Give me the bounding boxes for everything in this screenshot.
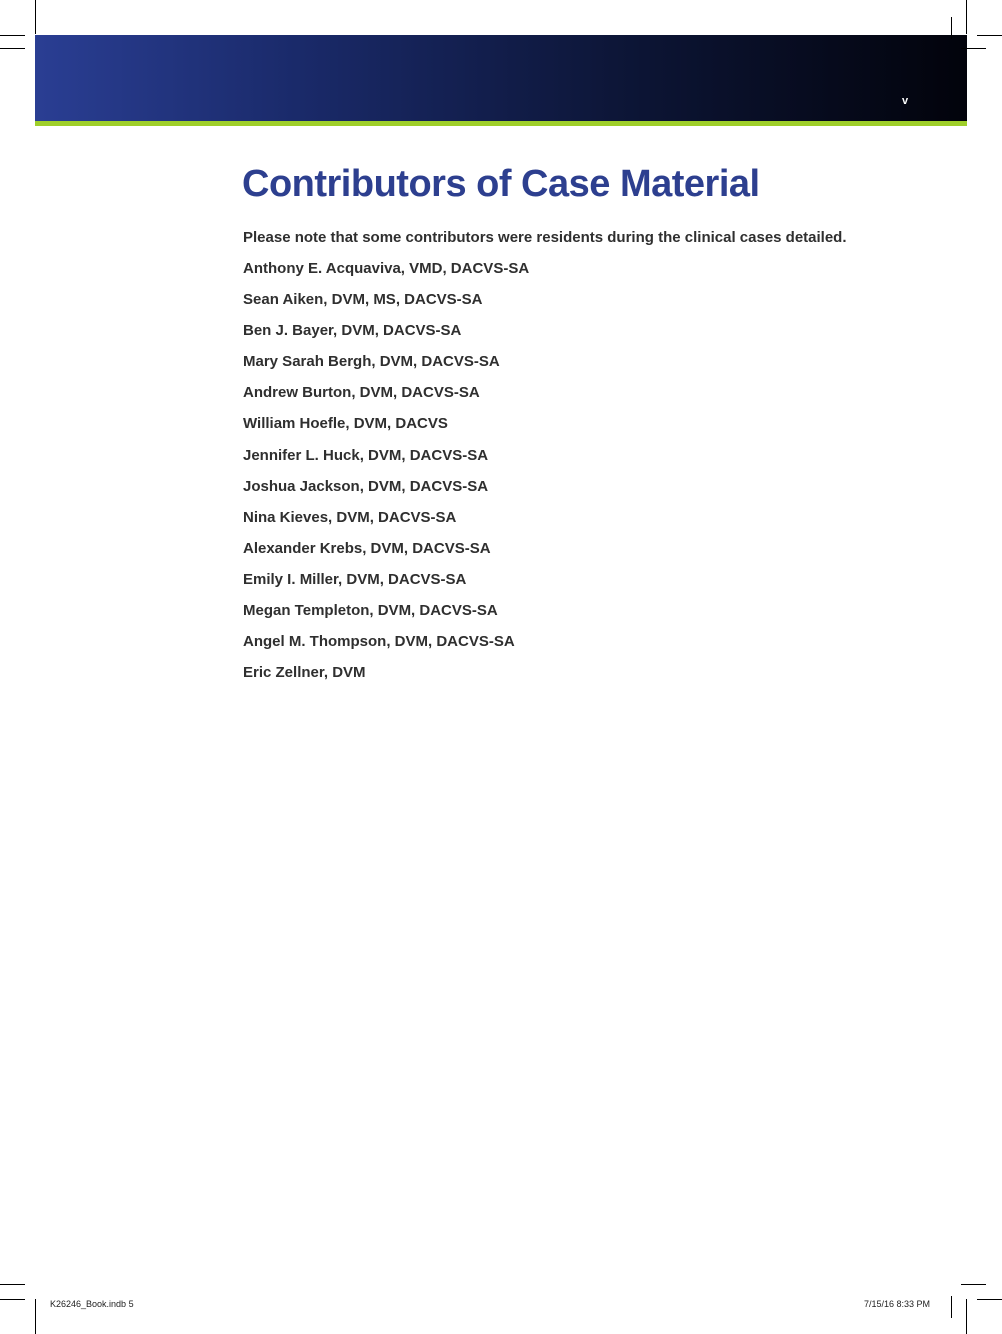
- crop-mark-top-right-vertical-inner: [951, 17, 952, 39]
- contributor-item: Alexander Krebs, DVM, DACVS-SA: [243, 539, 491, 557]
- contributor-item: Jennifer L. Huck, DVM, DACVS-SA: [243, 446, 489, 464]
- contributor-item: Megan Templeton, DVM, DACVS-SA: [243, 602, 498, 620]
- crop-mark-bottom-left-horizontal: [0, 1284, 25, 1285]
- crop-mark-top-left-horizontal: [0, 35, 25, 36]
- contributor-item: Ben J. Bayer, DVM, DACVS-SA: [243, 322, 462, 340]
- crop-mark-top-left-vertical: [35, 0, 36, 34]
- crop-mark-top-left-horizontal-inner: [0, 48, 25, 49]
- crop-mark-bottom-left-horizontal-outer: [0, 1299, 25, 1300]
- contributor-item: William Hoefle, DVM, DACVS: [243, 415, 448, 433]
- contributor-item: Mary Sarah Bergh, DVM, DACVS-SA: [243, 353, 500, 371]
- crop-mark-top-right-horizontal-inner: [961, 48, 986, 49]
- crop-mark-top-right-horizontal: [977, 35, 1002, 36]
- crop-mark-bottom-right-horizontal: [961, 1284, 986, 1285]
- contributor-item: Angel M. Thompson, DVM, DACVS-SA: [243, 633, 515, 651]
- crop-mark-bottom-left-vertical: [35, 1299, 36, 1334]
- page-title: Contributors of Case Material: [242, 163, 760, 205]
- page-number: v: [901, 95, 909, 107]
- contributor-item: Nina Kieves, DVM, DACVS-SA: [243, 508, 457, 526]
- crop-mark-bottom-right-vertical-outer: [966, 1299, 967, 1334]
- crop-mark-bottom-right-vertical-inner: [951, 1296, 952, 1318]
- contributor-item: Anthony E. Acquaviva, VMD, DACVS-SA: [243, 260, 530, 277]
- contributor-item: Emily I. Miller, DVM, DACVS-SA: [243, 570, 467, 588]
- header-band: [35, 35, 967, 121]
- contributor-item: Sean Aiken, DVM, MS, DACVS-SA: [243, 291, 483, 309]
- footer-file-info: K26246_Book.indb 5: [50, 1299, 134, 1309]
- intro-note: Please note that some contributors were residents during the clinical cases detailed.: [243, 229, 847, 246]
- contributor-item: Andrew Burton, DVM, DACVS-SA: [243, 384, 480, 402]
- contributor-list: [243, 259, 529, 694]
- header-accent-rule: [35, 121, 967, 126]
- crop-mark-top-right-vertical-outer: [966, 0, 967, 34]
- footer-timestamp: 7/15/16 8:33 PM: [864, 1299, 931, 1309]
- crop-mark-bottom-right-horizontal-outer: [977, 1299, 1002, 1300]
- contributor-item: Joshua Jackson, DVM, DACVS-SA: [243, 477, 489, 495]
- contributor-item: Eric Zellner, DVM: [243, 664, 366, 682]
